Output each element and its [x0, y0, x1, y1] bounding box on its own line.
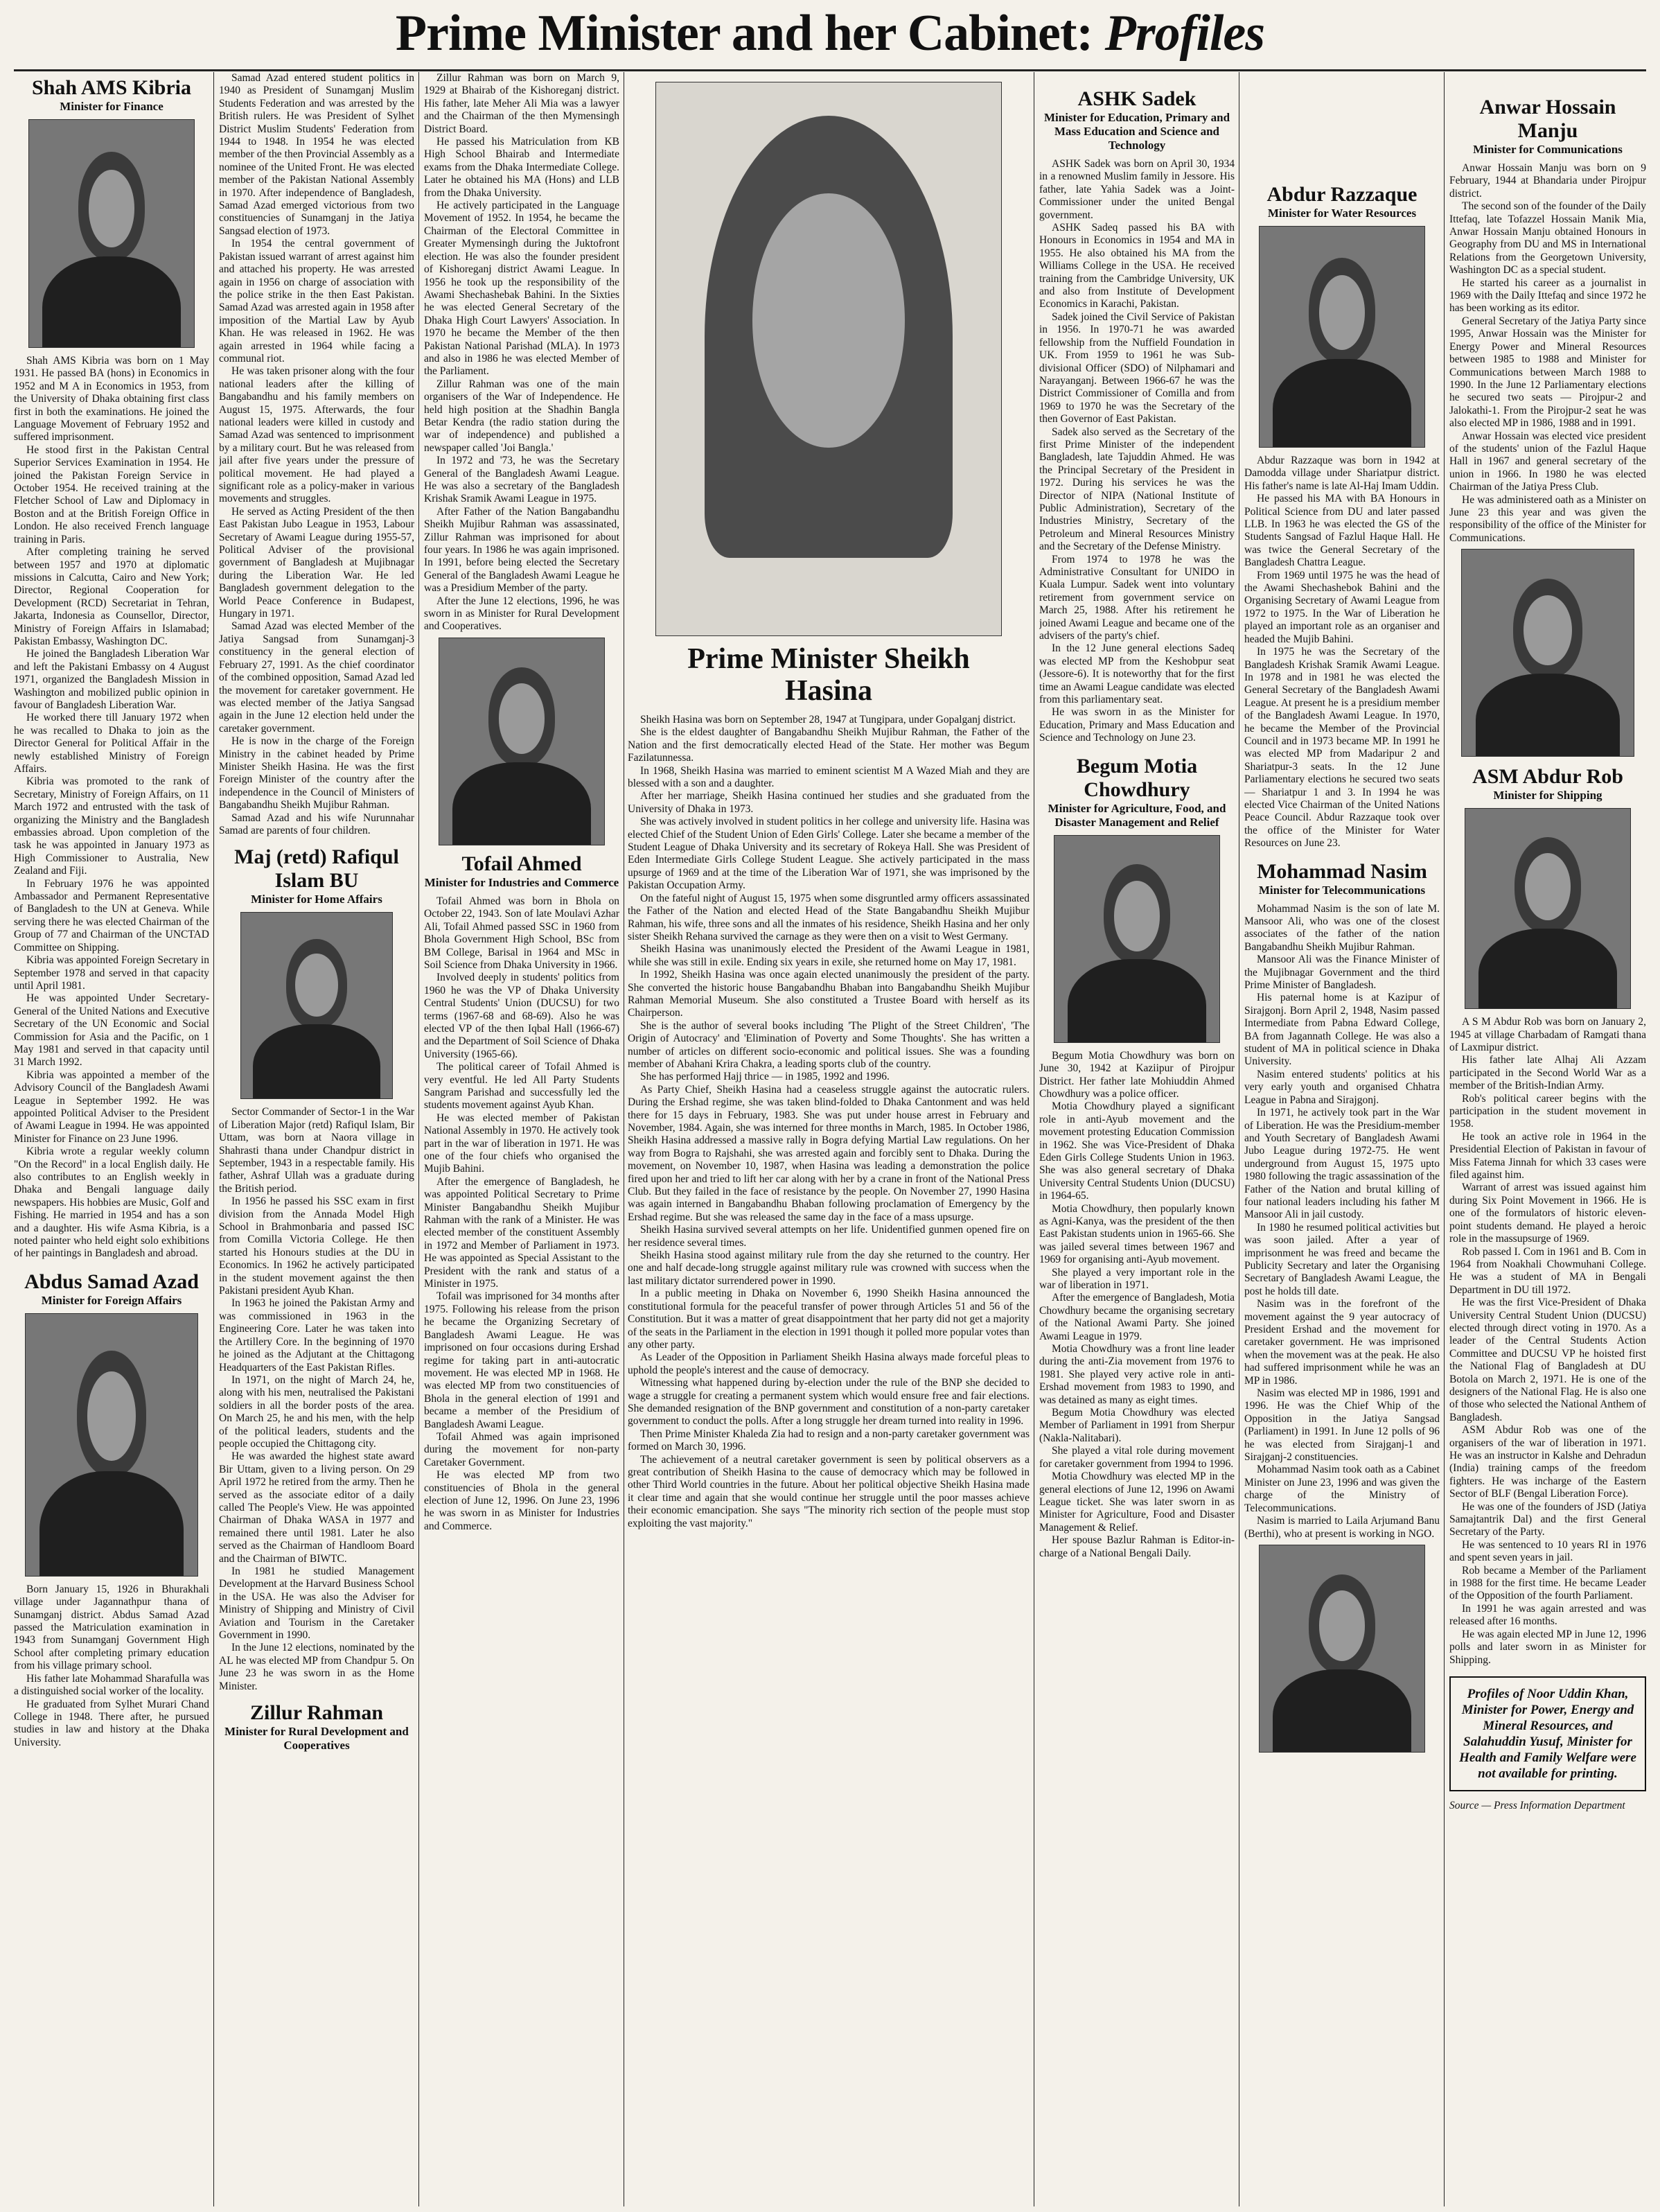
paragraph: In 1972 and '73, he was the Secretary General of the Bangladesh Awami League. He was also a secretary of the Bangladesh Krishak Sramik Awami League in 1975.	[424, 455, 619, 505]
paragraph: Sheikh Hasina stood against military rule from the day she returned to the country. Her one and half decade-long struggle against military rule was crowned with success when the last military dictator surrendered power in 1990.	[628, 1249, 1030, 1287]
column-6	[1039, 72, 1235, 2206]
paragraph: Rob passed I. Com in 1961 and B. Com in 1964 from Noakhali Chowmuhani College. He was a student of MA in Bengali Department in DU till 1972.	[1449, 1245, 1646, 1296]
rafiqul-role: Minister for Home Affairs	[251, 893, 382, 906]
paragraph: In 1956 he passed his SSC exam in first division from the Annada Model High School in Brahmonbaria and passed ISC from Comilla Victoria College. He then started his Honours studies at the DU in Economics. In 1962 he actively participated in the student movement against the then Pakistani president Ayub Khan.	[219, 1195, 414, 1297]
paragraph: He was sentenced to 10 years RI in 1976 and spent seven years in jail.	[1449, 1538, 1646, 1564]
paragraph: ASHK Sadeq passed his BA with Honours in Economics in 1954 and MA in 1955. He also obtained his MA from the Williams College in the USA. He received training from the Cambridge University, UK and also from Institute of Development Economics in Karachi, Pakistan.	[1039, 222, 1235, 310]
manju-role: Minister for Communications	[1473, 143, 1623, 156]
paragraph: Mohammad Nasim is the son of late M. Mansoor Ali, who was one of the closest associates of the father of the nation Bangabandhu Sheikh Mujibur Rahman.	[1244, 902, 1440, 953]
column-1	[14, 72, 209, 2206]
manju-text	[1449, 162, 1646, 545]
motia-name: Begum Motia Chowdhury	[1076, 754, 1198, 801]
paragraph: In 1981 he studied Management Development at the Harvard Business School in the USA. He was also the Adviser for Ministry of Shipping and Ministry of Civil Aviation and Tourism in the Caretaker Government in 1990.	[219, 1565, 414, 1642]
paragraph: Anwar Hossain Manju was born on 9 February, 1944 at Bhandaria under Pirojpur district.	[1449, 162, 1646, 200]
paragraph: On the fateful night of August 15, 1975 when some disgruntled army officers assassinated the Father of the Nation and elected Head of the State Bangabandhu Sheikh Mujibur Rahman, his wife, three sons and all the inmates of his residence, Sheikh Hasina and her only sister Sheikh Rehana survived the carnage as they were then on a visit to West Germany.	[628, 892, 1030, 942]
paragraph: He was administered oath as a Minister on June 23 this year and was given the responsibility of the office of the Minister for Communications.	[1449, 493, 1646, 544]
manju-photo	[1461, 549, 1634, 757]
pm-text	[628, 714, 1030, 1530]
paragraph: He passed his Matriculation from KB High School Bhairab and Intermediate exams from the Dhaka Intermediate College. Later he obtained his MA (Hons) and LLB from the Dhaka University.	[424, 136, 619, 199]
unavailable-note-text: Profiles of Noor Uddin Khan, Minister for Power, Energy and Mineral Resources, and Salahuddin Yusuf, Minister for Health and Family Welfare were not available for printing.	[1459, 1686, 1636, 1781]
paragraph: He worked there till January 1972 when he was recalled to Dhaka to join as the Director General for Political Affair in the newly established Ministry of Foreign Affairs.	[14, 712, 209, 775]
paragraph: As Leader of the Opposition in Parliament Sheikh Hasina always made forceful pleas to uphold the people's interest and the cause of democracy.	[628, 1351, 1030, 1376]
paragraph: Abdur Razzaque was born in 1942 at Damodda village under Shariatpur district. His father's name is late Al-Haj Imam Uddin.	[1244, 455, 1440, 492]
paragraph: Kibria was appointed a member of the Advisory Council of the Bangladesh Awami League in September 1992. He was appointed Political Adviser to the President of Awami League in 1994. He was appointed Minister for Finance on 23 June 1996.	[14, 1069, 209, 1145]
paragraph: Motia Chowdhury was elected MP in the general elections of June 12, 1996 on Awami League ticket. She was later sworn in as Minister for Agriculture, Food and Disaster Management & Relief.	[1039, 1471, 1235, 1534]
paragraph: Shah AMS Kibria was born on 1 May 1931. He passed BA (hons) in Economics in 1952 and M A in Economics in 1953, from the University of Dhaka obtaining first class first in both the examinations. He joined the Language Movement of February 1952 and suffered imprisonment.	[14, 355, 209, 444]
tofail-name: Tofail Ahmed	[461, 852, 582, 875]
column-3	[424, 72, 619, 2206]
source-credit: Source — Press Information Department	[1449, 1799, 1625, 1811]
paragraph: Tofail Ahmed was again imprisoned during the movement for non-party Caretaker Government.	[424, 1430, 619, 1468]
paragraph: He was elected member of Pakistan National Assembly in 1970. He actively took part in the war of liberation in 1971. He was one of the four chiefs who organised the Mujib Bahini.	[424, 1112, 619, 1175]
paragraph: In a public meeting in Dhaka on November 6, 1990 Sheikh Hasina announced the constitutional formula for the peaceful transfer of power through Articles 51 and 56 of the Constitution. But it was a matter of great disappointment that her party did not get a majority of the seats in the Parliament in the election in 1991 though it polled more popular votes than any other party.	[628, 1288, 1030, 1351]
paragraph: He was sworn in as the Minister for Education, Primary and Mass Education and Science and Technology on June 23.	[1039, 706, 1235, 744]
paragraph: Tofail Ahmed was born in Bhola on October 22, 1943. Son of late Moulavi Azhar Ali, Tofail Ahmed passed SSC in 1960 from Bhola Government High School, BSc from BM College, Barisal in 1964 and MSc in Soil Science from Dhaka University in 1966.	[424, 895, 619, 971]
tofail-text	[424, 895, 619, 1533]
paragraph: She is the author of several books including 'The Plight of the Street Children', 'The Origin of Autocracy' and 'Elimination of Poverty and Some Thoughts'. She has written a number of articles on different socio-economic and political issues. She was a founding member of Abahani Krira Chakra, a leading sports club of the country.	[628, 1019, 1030, 1070]
rafiqul-text	[219, 1106, 414, 1693]
azad-text	[14, 1583, 209, 1749]
paragraph: Zillur Rahman was one of the main organisers of the War of Independence. He held high position at the Shadhin Bangla Betar Kendra (the radio station during the war of independence) and published a newspaper called 'Joi Bangla.'	[424, 378, 619, 454]
zillur-name: Zillur Rahman	[250, 1701, 383, 1725]
paragraph: After completing training he served between 1957 and 1970 at diplomatic missions in Calcutta, Cairo and New York; Director, Regional Cooperation for Development (RCD) Secretariat in Tehran, Jakarta, Indonesia as Counsellor, Director, Ministry of Foreign Affairs in Islamabad; Pakistan Embassy, Washington DC.	[14, 546, 209, 647]
column-8	[1449, 72, 1646, 2206]
paragraph: He was again elected MP in June 12, 1996 polls and later sworn in as Minister for Shipping.	[1449, 1628, 1646, 1666]
paragraph: ASM Abdur Rob was one of the organisers of the war of liberation in 1971. He was an instructor in Kalshe and Dehradun (India) training camps of the freedom fighters. He was incharge of the Eastern Sector of BLF (Bengal Liberation Force).	[1449, 1424, 1646, 1500]
column-rule	[1444, 72, 1445, 2206]
kibria-role: Minister for Finance	[60, 100, 164, 113]
paragraph: In 1971, on the night of March 24, he, along with his men, neutralised the Pakistani soldiers in all the border posts of the area. On March 25, he and his men, with the help of the political leaders, students and the people occupied the Chittagong city.	[219, 1373, 414, 1450]
paragraph: Sheikh Hasina survived several attempts on her life. Unidentified gunmen opened fire on her residence several times.	[628, 1224, 1030, 1249]
paragraph: Begum Motia Chowdhury was born on June 30, 1942 at Kaziipur of Pirojpur District. Her father late Mohiuddin Ahmed Chowdhury was a police officer.	[1039, 1049, 1235, 1100]
paragraph: Then Prime Minister Khaleda Zia had to resign and a non-party caretaker government was formed on March 30, 1996.	[628, 1428, 1030, 1453]
rob-text	[1449, 1016, 1646, 1667]
paragraph: Sheikh Hasina was unanimously elected the President of the Awami League in 1981, while she was still in exile. Ending six years in exile, she returned home on May 17, 1981.	[628, 943, 1030, 968]
paragraph: Motia Chowdhury, then popularly known as Agni-Kanya, was the president of the then East Pakistan students union in 1965-66. She was jailed several times between 1967 and 1969 for organising anti-Ayub movement.	[1039, 1202, 1235, 1266]
paragraph: After the emergence of Bangladesh, he was appointed Political Secretary to Prime Minister Bangabandhu Sheikh Mujibur Rahman with the rank of a Minister. He was elected member of the constituent Assembly in 1972 and Member of Parliament in 1973. He was appointed as Special Assistant to the President with the rank and status of a Minister in 1975.	[424, 1175, 619, 1290]
azad-text-cont	[219, 72, 414, 837]
paragraph: Samad Azad and his wife Nurunnahar Samad are parents of four children.	[219, 811, 414, 836]
paragraph: Nasim is married to Laila Arjumand Banu (Berthi), who at present is working in NGO.	[1244, 1515, 1440, 1540]
paragraph: Nasim was elected MP in 1986, 1991 and 1996. He was the Chief Whip of the Opposition in the Jatiya Sangsad (Parliament) in 1991. In June 12 polls of 96 he was elected from Sirajganj-1 and Sirajganj-2 constituencies.	[1244, 1387, 1440, 1464]
azad-role: Minister for Foreign Affairs	[41, 1293, 182, 1307]
paragraph: General Secretary of the Jatiya Party since 1995, Anwar Hossain was the Minister for Energy Power and Mineral Resources between 1985 to 1988 and Minister for Communications between March 1988 to 1990. In the June 12 Parliamentary elections he secured two seats — Pirojpur-2 and Jalokathi-1. From the Pirojpur-2 seat he was also elected MP in 1986, 1988 and in 1991.	[1449, 315, 1646, 430]
paragraph: Kibria wrote a regular weekly column "On the Record" in a local English daily. He also contributes to an English weekly in Dhaka and Bengali language daily newspapers. His hobbies are Music, Golf and Fishing. He married in 1954 and has a son and a daughter. His wife Asma Kibria, is a noted painter who held eight solo exhibitions of her paintings in Bangladesh and abroad.	[14, 1146, 209, 1260]
paragraph: In 1971, he actively took part in the War of Liberation. He was the Presidium-member and Youth Secretary of Bangladesh Awami Jubo League during 1972-75. He went underground from August 15, 1975 upto 1980 following the tragic assassination of the Father of the Nation and brutal killing of four national leaders including his father M Mansoor Ali in jail custody.	[1244, 1107, 1440, 1221]
paragraph: The political career of Tofail Ahmed is very eventful. He led All Party Students Sangram Parishad and successfully led the students movement against Ayub Khan.	[424, 1061, 619, 1112]
paragraph: In 1968, Sheikh Hasina was married to eminent scientist M A Wazed Miah and they are blessed with a son and a daughter.	[628, 764, 1030, 790]
column-7	[1244, 72, 1440, 2206]
paragraph: In the 12 June general elections Sadeq was elected MP from the Keshobpur seat (Jessore-6). It is noteworthy that for the first time an Awami League candidate was elected from this parliamentary seat.	[1039, 642, 1235, 706]
paragraph: He was taken prisoner along with the four national leaders after the killing of Bangabandhu and his family members on August 15, 1975. Afterwards, the four national leaders were killed in custody and Samad Azad was sentenced to imprisonment by a military court. But he was released from jail after five years under the pressure of political movement. He had played a significant role as a policy-maker in various movements and struggles.	[219, 365, 414, 505]
razzaque-photo	[1259, 226, 1425, 448]
paragraph: He took an active role in 1964 in the Presidential Election of Pakistan in favour of Miss Fatema Jinnah for which 33 cases were filed against him.	[1449, 1130, 1646, 1182]
paragraph: In 1991 he was again arrested and was released after 16 months.	[1449, 1602, 1646, 1628]
motia-photo	[1054, 835, 1220, 1043]
paragraph: Sheikh Hasina was born on September 28, 1947 at Tungipara, under Gopalganj district.	[640, 714, 1016, 726]
paragraph: He stood first in the Pakistan Central Superior Services Examination in 1954. He joined the Pakistan Foreign Service in October 1954. He received training at the Fletcher School of Law and Diplomacy in Boston and at the British Foreign Office in London. He also received French language training in Paris.	[14, 444, 209, 545]
sadek-name: ASHK Sadek	[1077, 87, 1197, 110]
paragraph: She has performed Hajj thrice — in 1985, 1992 and 1996.	[640, 1071, 890, 1083]
masthead	[0, 0, 1660, 69]
paragraph: In February 1976 he was appointed Ambassador and Permanent Representative of Bangladesh to the UN at Geneva. While serving there he was elected Chairman of the Group of 77 and Chairman of the UNCTAD Committee on Shipping.	[14, 877, 209, 954]
paragraph: He was awarded the highest state award Bir Uttam, given to a living person. On 29 April 1972 he retired from the army. Then he served as the associate editor of a daily called The People's View. He was appointed Chairman of Dhaka WASA in 1977 and remained there until 1981. Later he also served as the Chairman of Handloom Board and the Chairman of BIWTC.	[219, 1450, 414, 1565]
kibria-name: Shah AMS Kibria	[31, 76, 192, 99]
paragraph: In 1980 he resumed political activities but was soon jailed. After a year of imprisonment he was freed and became the Publicity Secretary and later the Organising Secretary of Bangladesh Awami League, the post he holds till date.	[1244, 1221, 1440, 1297]
paragraph: She was actively involved in student politics in her college and university life. Hasina was elected Chief of the Student Union of Eden Girls' College. Later she became a member of the Student League of Dhaka University and its secretary of Rokeya Hall. She was President of Eden Intermediate Girls College Student League. She actively participated in the mass upsurge of 1969 and at the time of the Liberation War of 1971, she was imprisoned by the Pakistan Occupation Army.	[628, 816, 1030, 892]
paragraph: After the emergence of Bangladesh, Motia Chowdhury became the organising secretary of the National Awami Party. She joined Awami League in 1979.	[1039, 1292, 1235, 1342]
kibria-photo	[28, 119, 195, 348]
paragraph: In 1963 he joined the Pakistan Army and was commissioned in 1963 in the Engineering Core. Later he was taken into the Artillery Core. In the beginning of 1970 he joined as the Adjutant at the Chittagong Headquarters of the East Pakistan Rifles.	[219, 1297, 414, 1373]
sadek-text	[1039, 158, 1235, 745]
paragraph: As Party Chief, Sheikh Hasina had a ceaseless struggle against the autocratic rulers. During the Ershad regime, she was taken blind-folded to Dhaka Cantonment and was held there for 15 days in February, 1983. She was put under house arrest in February and November, 1984. Again, she was interned for three months in March, 1985. In October 1986, Sheikh Hasina addressed a massive rally in Bogra defying Martial Law regulations. On her way from Bogra to Rajshahi, she was arrested again and forcibly sent to Dhaka. During the movement, on November 10, 1987, when Hasina was leading a demonstration the police fired upon her and tried to lift her car along with her by a crane in front of the National Press Club. But they failed in the face of resistance by the people. On November 27, 1990 Hasina was again interned in Bangabandhu Bhaban following proclamation of Emergency by the Ershad regime. But she was released the same day in the face of a mass upsurge.	[628, 1083, 1030, 1223]
paragraph: ASHK Sadek was born on April 30, 1934 in a renowned Muslim family in Jessore. His father, late Yahia Sadek was a Joint-Commissioner under the united Bengal government.	[1039, 158, 1235, 221]
paragraph: Warrant of arrest was issued against him during Six Point Movement in 1966. He is one of the formulators of historic eleven-point students demand. He played a heroic role in the massupsurge of 1969.	[1449, 1182, 1646, 1245]
paragraph: He was elected MP from two constituencies of Bhola in the general election of June 12, 1996. On June 23, 1996 he was sworn in as Minister for Industries and Commerce.	[424, 1469, 619, 1532]
column-rule	[213, 72, 214, 2206]
pm-title: Prime Minister Sheikh Hasina	[687, 643, 970, 707]
paragraph: In 1992, Sheikh Hasina was once again elected unanimously the president of the party. She converted the historic house Bangabandhu Bhaban into Bangabandhu Sheikh Mujibur Rahman Memorial Museum. She also constituted a Trustee Board with herself as its Chairperson.	[628, 969, 1030, 1019]
pm-column	[628, 72, 1030, 2206]
paragraph: Samad Azad was elected Member of the Jatiya Sangsad from Sunamganj-3 constituency in the general election of February 27, 1991. As the chief coordinator of the combined opposition, Samad Azad led the movement for caretaker government. He was elected member of the Jatiya Sangsad again in the June 12 election held under the caretaker government.	[219, 620, 414, 735]
paragraph: He started his career as a journalist in 1969 with the Daily Ittefaq and since 1972 he has been working as its editor.	[1449, 276, 1646, 315]
paragraph: He joined the Bangladesh Liberation War and left the Pakistani Embassy on 4 August 1971, organized the Bangladesh Mission in Washington and mobilized public opinion in favour of Bangladesh Liberation War.	[14, 648, 209, 711]
paragraph: She played a vital role during movement for caretaker government from 1994 to 1996.	[1039, 1445, 1235, 1470]
paragraph: She played a very important role in the war of liberation in 1971.	[1039, 1266, 1235, 1291]
paragraph: From 1974 to 1978 he was the Administrative Consultant for UNIDO in Kuala Lumpur. Sadek went into voluntary retirement from government service on March 25, 1988. After his retirement he joined Awami League and became one of the advisers of the party's chief.	[1039, 553, 1235, 642]
paragraph: In 1975 he was the Secretary of the Bangladesh Krishak Sramik Awami League. In 1978 and in 1981 he was elected the General Secretary of the Bangladesh Awami League. At present he is a presidium member of the Bangladesh Awami League. In 1970, he became the Member of the Provincial Council and in 1973 became MP. In 1991 he was elected MP from Madaripur 2 and Shariatpur-3 seats. In the 12 June Parliamentary elections he secured two seats — Shariatpur 1 and 3. In 1994 he was elected Vice Chairman of the United Nations Peace Council. Abdur Razzaque took over the office of the Minister for Water Resources on June 23.	[1244, 646, 1440, 850]
azad-photo	[25, 1313, 198, 1577]
paragraph: After the June 12 elections, 1996, he was sworn in as Minister for Rural Development and Cooperatives.	[424, 595, 619, 633]
paragraph: Sadek joined the Civil Service of Pakistan in 1956. In 1970-71 he was awarded fellowship from the Nuffield Foundation in UK. From 1959 to 1961 he was Sub-divisional Officer (SDO) of Nilphamari and Narayanganj. Between 1966-67 he was the District Commissioner of Comilla and from 1969 to 1970 he was the Secretary of the then Governor of East Pakistan.	[1039, 310, 1235, 425]
razzaque-name: Abdur Razzaque	[1266, 183, 1418, 206]
paragraph: His father late Alhaj Ali Azzam participated in the Second World War as a member of the British-Indian Army.	[1449, 1054, 1646, 1092]
paragraph: Rob's political career begins with the participation in the student movement in 1958.	[1449, 1092, 1646, 1130]
paragraph: Mohammad Nasim took oath as a Cabinet Minister on June 23, 1996 and was given the charge of the Ministry of Telecommunications.	[1244, 1464, 1440, 1514]
paragraph: He is now in the charge of the Foreign Ministry in the cabinet headed by Prime Minister Sheikh Hasina. He was the first Foreign Minister of the country after the independence in the Council of Ministers of Bangabandhu Sheikh Mujibur Rahman.	[219, 735, 414, 811]
motia-role: Minister for Agriculture, Food, and Disaster Management and Relief	[1048, 801, 1226, 829]
paragraph: Mansoor Ali was the Finance Minister of the Mujibnagar Government and the third Prime Minister of Bangladesh.	[1244, 954, 1440, 992]
nasim-photo	[1259, 1545, 1425, 1753]
zillur-text	[424, 72, 619, 633]
paragraph: Nasim was in the forefront of the movement against the 9 year autocracy of President Ershad and the movement for caretaker government. He was imprisoned when the movement was at the peak. He also had suffered imprisonment while he was an MP in 1986.	[1244, 1298, 1440, 1387]
paragraph: The achievement of a neutral caretaker government is seen by political observers as a great contribution of Sheikh Hasina to the cause of democracy which may be followed in other Third World countries in the future. About her political objective Sheikh Hasina made it clear time and again that she would continue her struggle until the poor masses achieve their economic emancipation. She says "The minority rich section of the people must stop exploiting the vast majority."	[628, 1453, 1030, 1529]
unavailable-note	[1449, 1676, 1646, 1791]
razzaque-text	[1244, 455, 1440, 850]
paragraph: Motia Chowdhury played a significant role in anti-Ayub movement and the movement protesting Education Commission in 1962. She was Vice-President of Dhaka Eden Girls College Students Union in 1963. She was also general secretary of Dhaka University Central Students Union (DUCSU) in 1964-65.	[1039, 1100, 1235, 1202]
paragraph: Samad Azad entered student politics in 1940 as President of Sunamganj Muslim Students Federation and was arrested by the British rulers. He was President of Sylhet District Muslim Students' Federation from 1944 to 1948. In 1954 he was elected member of the then Provincial Assembly as a nominee of the United Front. He was elected member of the Pakistan National Assembly in 1970. After independence of Bangladesh, Samad Azad emerged victorious from two constituencies of Sunamganj in the Jatiya Sangsad election of 1973.	[219, 72, 414, 237]
zillur-role: Minister for Rural Development and Cooperatives	[224, 1725, 409, 1753]
paragraph: He graduated from Sylhet Murari Chand College in 1948. There after, he pursued studies in law and history at the Dhaka University.	[14, 1698, 209, 1748]
paragraph: He was appointed Under Secretary-General of the United Nations and Executive Secretary of the UN Economic and Social Commission for Asia and the Pacific, on 1 May 1981 and served in that capacity until 31 March 1992.	[14, 992, 209, 1069]
nasim-name: Mohammad Nasim	[1257, 859, 1427, 883]
azad-name: Abdus Samad Azad	[24, 1270, 199, 1293]
paragraph: Witnessing what happened during by-election under the rule of the BNP she decided to wage a struggle for creating a permanent system which would ensure free and fair elections. She demanded resignation of the BNP government and constitution of a non-party caretaker government to conduct the polls. After a long struggle her dream turned into reality in 1996.	[628, 1377, 1030, 1428]
paragraph: After her marriage, Sheikh Hasina continued her studies and she graduated from the University of Dhaka in 1973.	[628, 790, 1030, 815]
paragraph: He was one of the founders of JSD (Jatiya Samajtantrik Dal) and the first General Secretary of the Party.	[1449, 1500, 1646, 1538]
paragraph: Nasim entered students' politics at his very early youth and organised Chhatra League in Pabna and Sirajgonj.	[1244, 1068, 1440, 1106]
rafiqul-name: Maj (retd) Rafiqul Islam BU	[234, 845, 399, 893]
paragraph: Sadek also served as the Secretary of the first Prime Minister of the independent Bangladesh, late Tajuddin Ahmed. He was the Principal Secretary of the President in 1972. During his services he was the Director of NIPA (National Institute of Public Administration), Secretary of the Industries Ministry, Secretary of the Petroleum and Mineral Resources Ministry and the Secretary of the Defense Ministry.	[1039, 425, 1235, 553]
column-rule	[418, 72, 419, 2206]
paragraph: Involved deeply in students' politics from 1960 he was the VP of Dhaka University Central Students' Union (DUCSU) for two terms (1967-68 and 68-69). Also he was elected VP of the then Iqbal Hall (1966-67) and the Department of Soil Science of Dhaka University (1965-66).	[424, 972, 619, 1060]
paragraph: Kibria was promoted to the rank of Secretary, Ministry of Foreign Affairs, on 11 March 1972 and entrusted with the task of organizing the Ministry and the Bangladesh embassies abroad. Upon completion of the task he was appointed in January 1973 as High Commissioner to Australia, New Zealand and Fiji.	[14, 775, 209, 877]
manju-name: Anwar Hossain Manju	[1479, 96, 1616, 142]
paragraph: He passed his MA with BA Honours in Political Science from DU and later passed LLB. In 1963 he was elected the GS of the Students Sangsad of Fazlul Haque Hall. He was twice the General Secretary of the Bangladesh Chattra League.	[1244, 493, 1440, 569]
rafiqul-photo	[240, 912, 393, 1099]
paragraph: In 1954 the central government of Pakistan issued warrant of arrest against him and attached his property. He was arrested again in 1956 on charge of association with the police strike in the then East Pakistan. Samad Azad was arrested again in 1958 after imposition of the Martial Law by Ayub Khan. He was released in 1962. He was again arrested in 1964 while facing a communal riot.	[219, 238, 414, 365]
paragraph: Zillur Rahman was born on March 9, 1929 at Bhairab of the Kishoreganj district. His father, late Meher Ali Mia was a lawyer and the Chairman of the then Mymensingh District Board.	[424, 72, 619, 135]
rob-role: Minister for Shipping	[1493, 789, 1602, 802]
tofail-role: Minister for Industries and Commerce	[424, 875, 619, 889]
paragraph: The second son of the founder of the Daily Ittefaq, late Tofazzel Hossain Manik Mia, Anwar Hossain Manju obtained Honours in Geography from DU and MS in International Relations from the Georgetown University, Washington DC as a special student.	[1449, 200, 1646, 276]
paragraph: Motia Chowdhury was a front line leader during the anti-Zia movement from 1976 to 1981. She played very active role in anti-Ershad movement from 1983 to 1990, and was detained as many as eight times.	[1039, 1343, 1235, 1406]
paragraph: Kibria was appointed Foreign Secretary in September 1978 and served in that capacity until April 1981.	[14, 954, 209, 992]
paragraph: Begum Motia Chowdhury was elected Member of Parliament in 1991 from Sherpur (Nakla-Nalitabari).	[1039, 1407, 1235, 1444]
page-title: Prime Minister and her Cabinet: Profiles	[395, 5, 1265, 62]
paragraph: He served as Acting President of the then East Pakistan Jubo League in 1953, Labour Secretary of Awami League during 1955-57, Political Adviser of the provisional government of Bangladesh at Mujibnagar during the Liberation War. He led Bangladesh government delegation to the World Peace Conference in Budapest, Hungary in 1971.	[219, 505, 414, 620]
paragraph: From 1969 until 1975 he was the head of the Awami Shechashebok Bahini and the Organising Secretary of Awami League from 1972 to 1975. In the War of Liberation he played an important role as an organiser and headed the Mujib Bahini.	[1244, 569, 1440, 645]
paragraph: His paternal home is at Kazipur of Sirajgonj. Born April 2, 1948, Nasim passed Intermediate from Pabna Edward College, BA from Jagannath College. He was also a student of MA in political science in Dhaka University.	[1244, 992, 1440, 1068]
paragraph: He actively participated in the Language Movement of 1952. In 1954, he became the Chairman of the Electoral Committee in Greater Mymensingh during the Juktofront election. He was also the founder president of Kishoreganj district Awami League. In 1956 he took up the responsibility of the Awami Shechashebak Bahini. In the Sixties he was elected General Secretary of the Dhaka High Court Lawyers' Association. In 1970 he became the Member of the then Pakistan National Parishad (MLA). In 1973 and also in 1986 he was elected Member of the Parliament.	[424, 200, 619, 378]
pm-photo	[655, 82, 1002, 636]
sadek-role: Minister for Education, Primary and Mass Education and Science and Technology	[1043, 111, 1230, 152]
zillur-photo	[439, 638, 605, 845]
column-2	[219, 72, 414, 2206]
rob-photo	[1465, 808, 1631, 1009]
paragraph: He was the first Vice-President of Dhaka University Central Student Union (DUCSU) elected through direct voting in 1970. As a leader of the Central Students Action Committee and DUCSU VP he hoisted first the National Flag of Bangladesh at DU Botola on March 2, 1971. He is one of the designers of the National Flag. He is also one of those who selected the National Anthem of Bangladesh.	[1449, 1297, 1646, 1423]
paragraph: His father late Mohammad Sharafulla was a distinguished social worker of the locality.	[14, 1672, 209, 1698]
nasim-role: Minister for Telecommunications	[1258, 883, 1426, 897]
kibria-text	[14, 355, 209, 1261]
paragraph: Born January 15, 1926 in Bhurakhali village under Jagannathpur thana of Sunamganj district. Abdus Samad Azad passed the Matriculation examination in 1943 from Sunamganj Government High School after completing primary education from his village primary school.	[14, 1583, 209, 1672]
top-rule	[14, 69, 1646, 71]
razzaque-role: Minister for Water Resources	[1267, 207, 1417, 220]
paragraph: Tofail was imprisoned for 34 months after 1975. Following his release from the prison he became the Organizing Secretary of Bangladesh Awami League. He was imprisoned on four occasions during Ershad regime for taking part in anti-autocratic movement. He was elected MP in 1968. He was elected MP from two constituencies of Bhola in the general election of 1991 and became a member of the Presidium of Bangladesh Awami League.	[424, 1290, 619, 1430]
paragraph: She is the eldest daughter of Bangabandhu Sheikh Mujibur Rahman, the Father of the Nation and the first democratically elected Head of the State. Her mother was Begum Fazilatunnessa.	[628, 726, 1030, 764]
paragraph: In the June 12 elections, nominated by the AL he was elected MP from Chandpur 5. On June 23 he was sworn in as the Home Minister.	[219, 1642, 414, 1692]
paragraph: Her spouse Bazlur Rahman is Editor-in-charge of a National Bengali Daily.	[1039, 1534, 1235, 1559]
paragraph: Sector Commander of Sector-1 in the War of Liberation Major (retd) Rafiqul Islam, Bir Uttam, was born at Naora village in Shahrasti thana under Chandpur district in September, 1943 in a respectable family. His father, Ashraf Ullah was a graduate during the British period.	[219, 1106, 414, 1195]
nasim-text	[1244, 903, 1440, 1540]
paragraph: After Father of the Nation Bangabandhu Sheikh Mujibur Rahman was assassinated, Zillur Rahman was imprisoned for about four years. In 1986 he was again imprisoned. In 1991, before being elected the Secretary General of the Bangladesh Awami League he was a Presidium Member of the party.	[424, 505, 619, 595]
paragraph: Rob became a Member of the Parliament in 1988 for the first time. He became Leader of the Opposition of the fourth Parliament.	[1449, 1564, 1646, 1602]
paragraph: Anwar Hossain was elected vice president of the students' union of the Fazlul Haque Hall in 1967 and general secretary of the union in 1966. In 1980 he was elected Chairman of the Jatiya Press Club.	[1449, 430, 1646, 493]
paragraph: A S M Abdur Rob was born on January 2, 1945 at village Charbadam of Ramgati thana of Laxmipur district.	[1449, 1016, 1646, 1053]
rob-name: ASM Abdur Rob	[1472, 765, 1623, 789]
motia-text	[1039, 1050, 1235, 1560]
